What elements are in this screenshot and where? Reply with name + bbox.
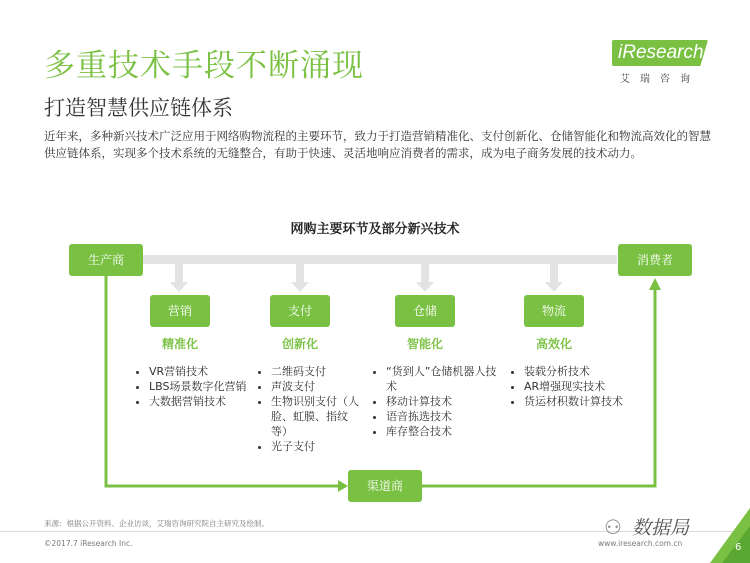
source-note: 来源：根据公开资料、企业访谈，艾瑞咨询研究院自主研究及绘制。	[44, 519, 269, 528]
watermark-text: 数据局	[632, 517, 690, 539]
innovation-label-marketing: 精准化	[161, 337, 198, 351]
tech-list-payment	[257, 364, 363, 454]
stage-box-marketing: 营销	[150, 295, 210, 327]
stage-box-logistics: 物流	[524, 295, 584, 327]
tech-item: • VR营销技术	[149, 364, 249, 379]
stage-arrow-4	[545, 264, 563, 292]
stage-arrow-2	[291, 264, 309, 292]
page-number: 6	[735, 542, 742, 553]
tech-item: • 装载分析技术	[524, 364, 634, 379]
tech-item: • 库存整合技术	[386, 424, 504, 439]
stage-box-warehousing: 仓储	[395, 295, 455, 327]
intro-paragraph: 近年来，多种新兴技术广泛应用于网络购物流程的主要环节，致力于打造营销精准化、支付创新化、仓储智能化和物流高效化的智慧供应链体系，实现多个技术系统的无缝整合，有助于快速、灵活地响应消费者的需求，成为电子商务发展的技术动力。	[44, 129, 711, 160]
innovation-label-payment: 创新化	[281, 337, 318, 351]
tech-item: • “货到人”仓储机器人技术	[386, 364, 504, 394]
page-title: 多重技术手段不断涌现	[44, 48, 364, 84]
tech-item: • LBS场景数字化营销	[149, 379, 249, 394]
consumer-box: 消费者	[618, 244, 692, 276]
tech-item: • 大数据营销技术	[149, 394, 249, 409]
website-link[interactable]: www.iresearch.com.cn	[598, 539, 683, 548]
copyright-text: ©2017.7 iResearch Inc.	[44, 539, 133, 548]
tech-item: • AR增强现实技术	[524, 379, 634, 394]
page-subtitle: 打造智慧供应链体系	[44, 96, 233, 120]
stage-box-payment: 支付	[270, 295, 330, 327]
diagram-title: 网购主要环节及部分新兴技术	[290, 222, 460, 237]
consumer-arrowhead	[649, 278, 661, 290]
tech-list-warehousing	[372, 364, 504, 439]
logo-cn-text: 艾瑞咨询	[620, 74, 700, 85]
tech-item: • 生物识别支付（人脸、虹膜、指纹等）	[271, 394, 363, 439]
innovation-label-warehousing: 智能化	[406, 337, 443, 351]
channel-box: 渠道商	[348, 470, 422, 502]
tech-list-logistics	[510, 364, 634, 409]
tech-item: • 货运材积数计算技术	[524, 394, 634, 409]
producer-box: 生产商	[69, 244, 143, 276]
channel-arrowhead	[338, 480, 348, 492]
logo-text: iResearch	[618, 42, 704, 63]
tech-item: • 移动计算技术	[386, 394, 504, 409]
tech-item: • 语音拣选技术	[386, 409, 504, 424]
wechat-icon: ⚇	[604, 515, 622, 539]
stage-arrow-1	[170, 264, 188, 292]
innovation-label-logistics: 高效化	[535, 337, 572, 351]
tech-item: • 光子支付	[271, 439, 363, 454]
stage-arrow-3	[416, 264, 434, 292]
tech-item: • 二维码支付	[271, 364, 363, 379]
tech-item: • 声波支付	[271, 379, 363, 394]
page-corner-decoration	[710, 508, 750, 563]
main-flow-bar	[143, 255, 617, 264]
tech-list-marketing	[135, 364, 249, 409]
